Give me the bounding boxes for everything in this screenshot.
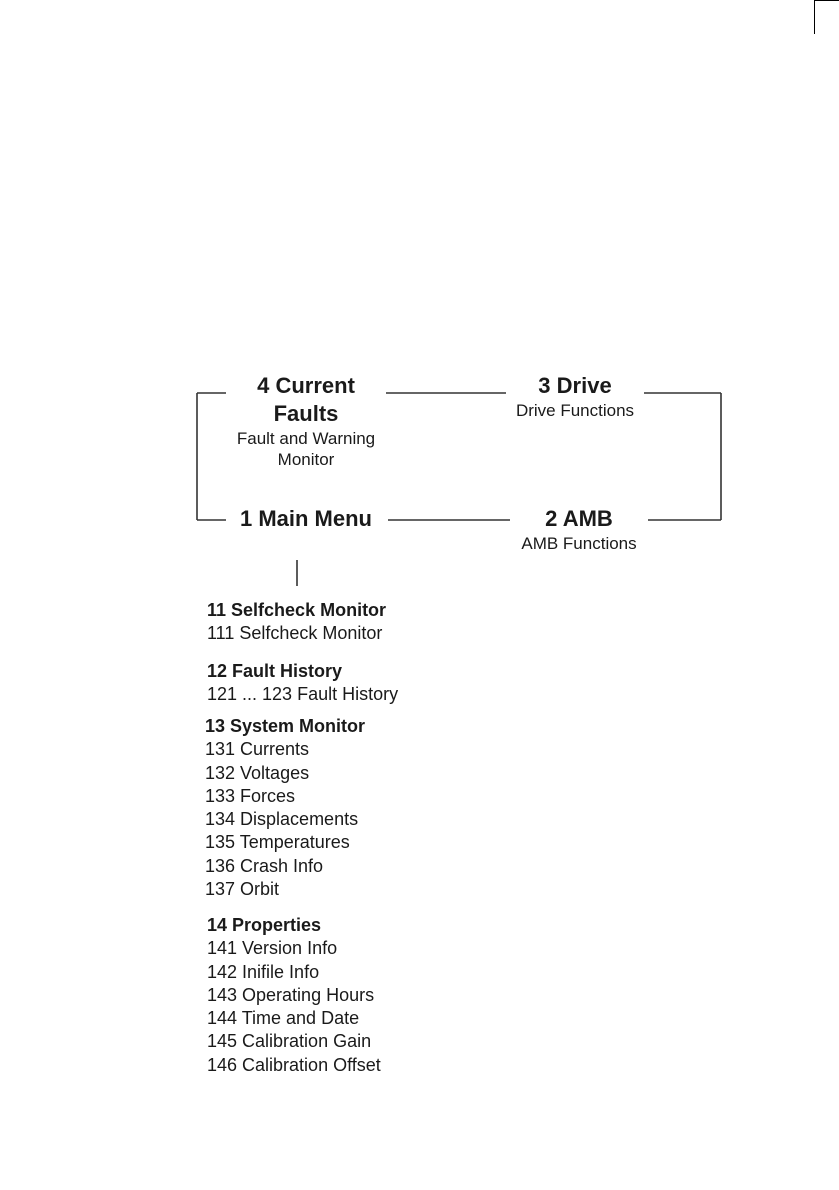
submenu-item: 131 Currents	[205, 739, 310, 760]
corner-mark-vertical	[814, 0, 815, 34]
submenu-item: 144 Time and Date	[207, 1008, 360, 1029]
submenu-item: 146 Calibration Offset	[207, 1054, 381, 1075]
node-amb	[510, 505, 648, 554]
submenu-item: 134 Displacements	[205, 809, 359, 830]
submenu-item: 133 Forces	[205, 785, 296, 806]
node-amb-title: 2 AMB	[545, 506, 613, 531]
submenu-title: 11 Selfcheck Monitor	[207, 600, 387, 620]
submenu-title: 13 System Monitor	[205, 716, 366, 736]
submenu-system-monitor	[205, 715, 365, 901]
submenu-item: 143 Operating Hours	[207, 984, 375, 1005]
submenu-item: 132 Voltages	[205, 762, 310, 783]
submenu-item: 111 Selfcheck Monitor	[207, 623, 383, 644]
submenu-title: 12 Fault History	[207, 661, 343, 681]
submenu-item: 145 Calibration Gain	[207, 1031, 372, 1052]
corner-mark-horizontal	[814, 0, 839, 1]
node-drive-sub: Drive Functions	[515, 401, 635, 420]
submenu-title: 14 Properties	[207, 915, 322, 935]
submenu-item: 142 Inifile Info	[207, 961, 320, 982]
node-main-menu	[228, 505, 384, 533]
submenu-item: 136 Crash Info	[205, 855, 324, 876]
node-drive	[506, 372, 644, 421]
node-drive-title: 3 Drive	[538, 373, 612, 398]
node-current-faults	[230, 372, 382, 470]
node-current-faults-title-2: Faults	[273, 401, 339, 426]
node-main-menu-title: 1 Main Menu	[239, 506, 372, 531]
submenu-item: 141 Version Info	[207, 938, 338, 959]
submenu-selfcheck-monitor	[207, 599, 386, 646]
node-current-faults-sub-1: Fault and Warning	[236, 429, 376, 448]
submenu-item: 137 Orbit	[205, 879, 280, 900]
node-amb-sub: AMB Functions	[521, 534, 637, 553]
node-current-faults-title-1: 4 Current	[257, 373, 355, 398]
submenu-item: 135 Temperatures	[205, 832, 350, 853]
node-current-faults-sub-2: Monitor	[277, 450, 335, 469]
submenu-properties	[207, 914, 381, 1077]
submenu-fault-history	[207, 660, 398, 707]
submenu-item: 121 ... 123 Fault History	[207, 684, 399, 705]
